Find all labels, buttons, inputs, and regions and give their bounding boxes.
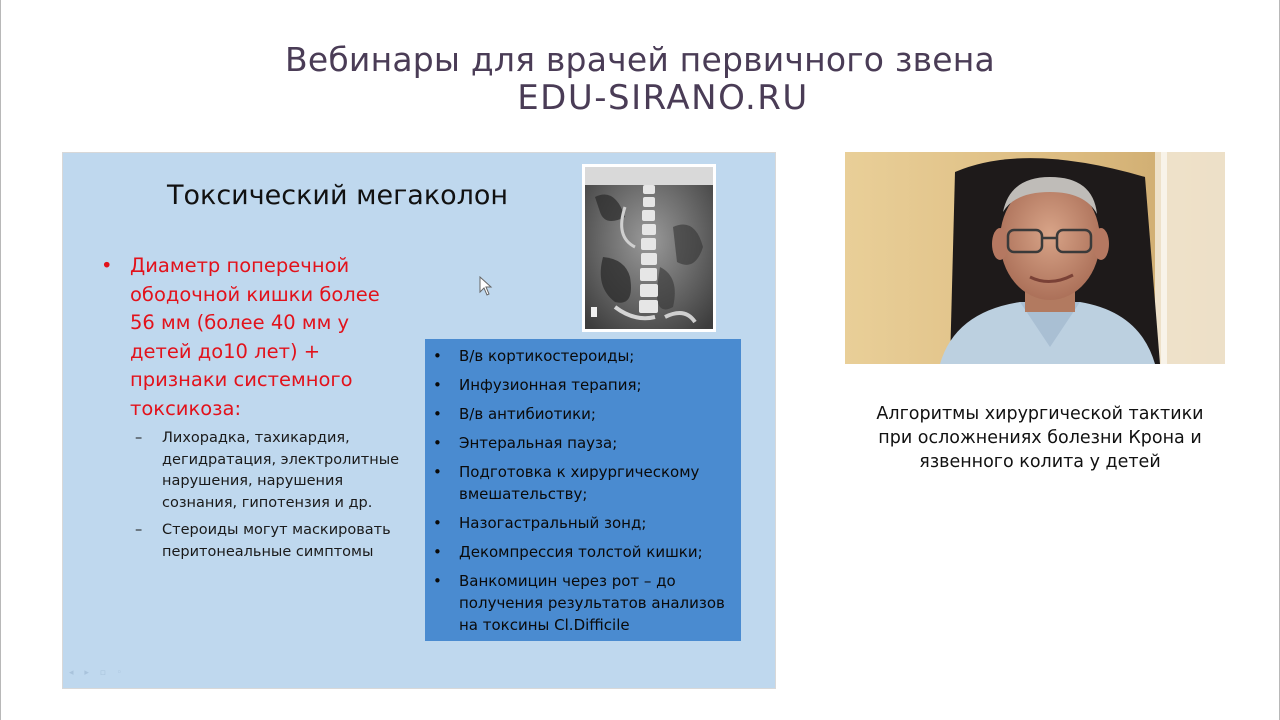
list-item	[135, 428, 405, 514]
bullet-icon: •	[433, 463, 442, 481]
bullet-icon: •	[433, 376, 442, 394]
mouse-pointer-icon	[479, 276, 493, 296]
main-bullet	[101, 252, 401, 423]
bullet-icon: •	[433, 572, 442, 590]
treatment-text: Подготовка к хирургическому вмешательству;	[459, 463, 700, 503]
sub-bullet-text: Стероиды могут маскировать перитонеальные симптомы	[162, 522, 391, 560]
sub-bullet-list	[135, 428, 405, 569]
abdominal-xray-image	[582, 164, 716, 332]
webinar-topic-caption: Алгоритмы хирургической тактики при осложнениях болезни Крона и язвенного колита у детей	[876, 404, 1204, 472]
treatment-text: Декомпрессия толстой кишки;	[459, 543, 703, 561]
bullet-icon: •	[101, 254, 113, 277]
presentation-slide	[62, 152, 776, 689]
treatment-text: Ванкомицин через рот – до получения результатов анализов на токсины Cl.Difficile	[459, 572, 725, 634]
webinar-title: Вебинары для врачей первичного звена	[285, 40, 995, 79]
list-item	[433, 512, 731, 534]
list-item	[433, 345, 731, 367]
bullet-icon: •	[433, 543, 442, 561]
sub-bullet-text: Лихорадка, тахикардия, дегидратация, электролитные нарушения, нарушения сознания, гипотензия и др.	[162, 430, 400, 511]
treatment-list	[433, 345, 731, 636]
list-item	[135, 520, 405, 563]
dash-icon: –	[135, 430, 143, 446]
main-bullet-text: Диаметр поперечной ободочной кишки более 56 мм (более 40 мм у детей до10 лет) + признаки системного токсикоза:	[130, 254, 380, 420]
slide-title: Токсический мегаколон	[167, 180, 509, 211]
list-item	[433, 541, 731, 563]
list-item	[433, 432, 731, 454]
dash-icon: –	[135, 522, 143, 538]
bullet-icon: •	[433, 347, 442, 365]
treatment-box	[425, 339, 741, 641]
treatment-text: В/в кортикостероиды;	[459, 347, 635, 365]
list-item	[433, 570, 731, 636]
list-item	[433, 461, 731, 505]
list-item	[433, 374, 731, 396]
treatment-text: Назогастральный зонд;	[459, 514, 647, 532]
treatment-text: Энтеральная пауза;	[459, 434, 618, 452]
treatment-text: Инфузионная терапия;	[459, 376, 642, 394]
bullet-icon: •	[433, 434, 442, 452]
list-item	[433, 403, 731, 425]
slide-nav-controls[interactable]: ◂ ▸ ▫ ◦	[69, 668, 127, 678]
bullet-icon: •	[433, 514, 442, 532]
treatment-text: В/в антибиотики;	[459, 405, 596, 423]
website-label: EDU-SIRANO.RU	[517, 78, 809, 118]
presenter-video-feed	[845, 152, 1225, 364]
bullet-icon: •	[433, 405, 442, 423]
